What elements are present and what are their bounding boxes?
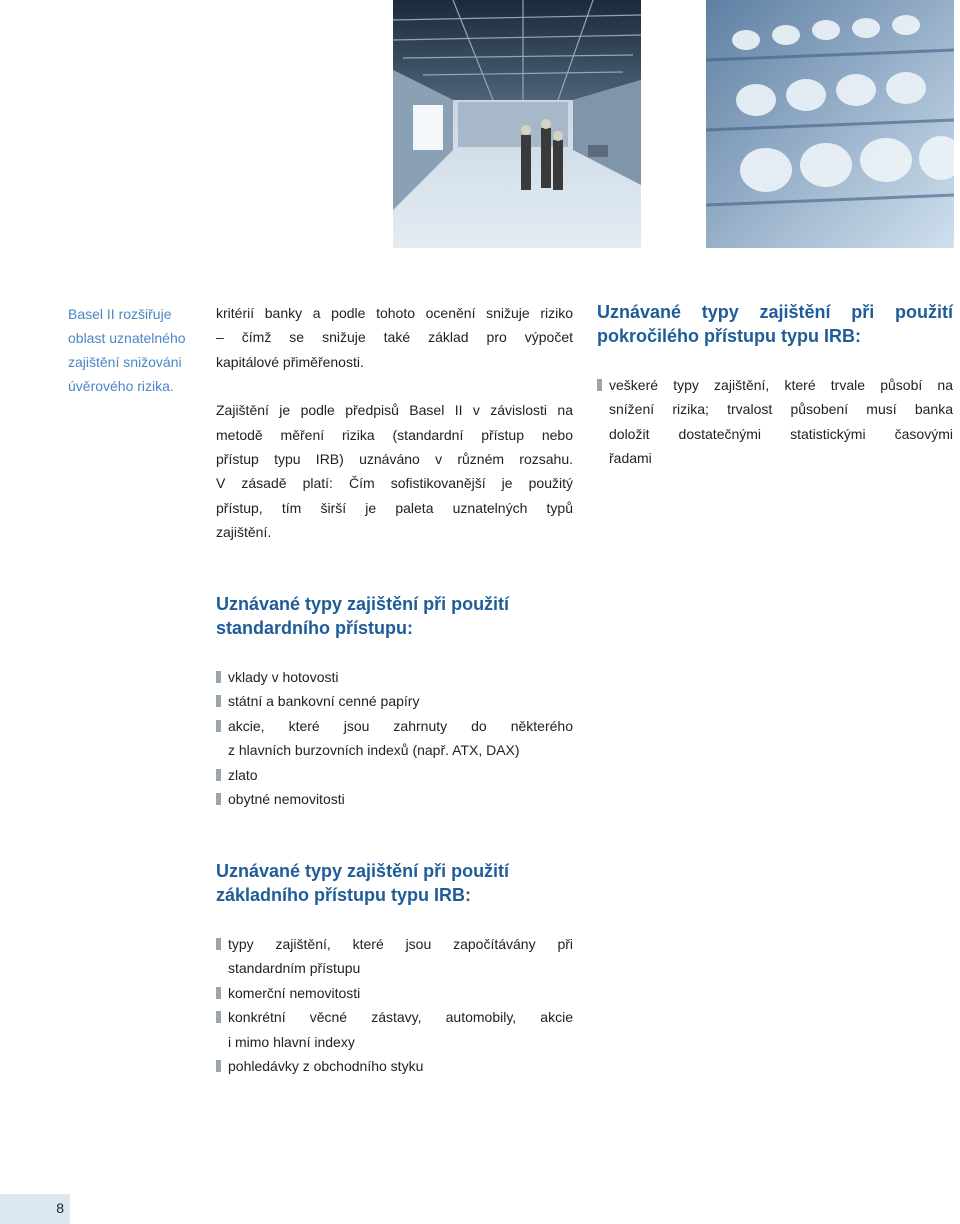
page-number-bar [0,1194,70,1224]
item-line: doložit dostatečnými statistickými časovými [609,425,953,442]
item-line: řadami [609,450,652,467]
bullet-list [216,665,573,811]
text-line: kapitálové přiměřenosti. [216,353,364,370]
bottling-line-photo [706,0,954,248]
intro-text [216,301,573,545]
item-line: z hlavních burzovních indexů (např. ATX, DAX) [228,742,520,759]
list-item [216,1005,573,1054]
text-line: přístup typu IRB) uznáváno v různém rozsahu. [216,451,573,468]
item-line: typy zajištění, které jsou započítávány při [228,936,573,952]
heading-line: Uznávané typy zajištění při použití [216,861,510,881]
sidenote-line: zajištění snižováni [68,354,182,370]
text-line: přístup, tím širší je paleta uznatelných typů [216,499,573,516]
item-line: pohledávky z obchodního styku [228,1058,424,1075]
bullet-list [597,373,953,471]
list-item [216,787,573,811]
item-line: státní a bankovní cenné papíry [228,693,420,710]
text-line: kritérií banky a podle tohoto ocenění snižuje riziko [216,305,573,321]
list-item [216,689,573,713]
section-advanced-irb [597,300,953,471]
sidenote-line: Basel II rozšiřuje [68,306,172,322]
heading-line: standardního přístupu: [216,618,413,638]
text-line: Zajištění je podle předpisů Basel II v závislosti na [216,402,573,419]
section-heading [597,300,953,348]
list-item [216,665,573,689]
list-item [597,373,953,471]
sidenote-line: úvěrového rizika. [68,378,174,394]
heading-line: základního přístupu typu IRB: [216,885,471,905]
item-line: snížení rizika; trvalost působení musí banka [609,401,953,418]
sidenote-line: oblast uznatelného [68,330,186,346]
section-basic-irb [216,859,573,1078]
item-line: zlato [228,766,258,783]
item-line: i mimo hlavní indexy [228,1033,355,1050]
heading-line: Uznávané typy zajištění při použití [216,594,510,614]
item-line: vklady v hotovosti [228,669,339,685]
section-heading [216,592,573,640]
list-item [216,1054,573,1078]
list-item [216,981,573,1005]
page-number: 8 [56,1200,64,1216]
text-line: zajištění. [216,524,272,541]
item-line: akcie, které jsou zahrnuty do některého [228,717,573,734]
text-line: metodě měření rizika (standardní přístup nebo [216,426,573,443]
text-line: V zásadě platí: Čím sofistikovanější je použitý [216,475,573,492]
bullet-list [216,932,573,1078]
list-item [216,714,573,763]
item-line: veškeré typy zajištění, které trvale působí na [609,377,953,393]
item-line: standardním přístupu [228,960,361,977]
item-line: obytné nemovitosti [228,791,345,808]
section-standard [216,592,573,811]
item-line: konkrétní věcné zástavy, automobily, akcie [228,1009,573,1026]
text-line: – čímž se snižuje také základ pro výpočet [216,329,573,346]
hangar-warehouse-photo [393,0,641,248]
list-item [216,932,573,981]
item-line: komerční nemovitosti [228,984,361,1001]
list-item [216,763,573,787]
heading-line: Uznávané typy zajištění při použití [597,302,953,322]
sidenote [68,302,208,398]
heading-line: pokročilého přístupu typu IRB: [597,326,861,346]
section-heading [216,859,573,907]
